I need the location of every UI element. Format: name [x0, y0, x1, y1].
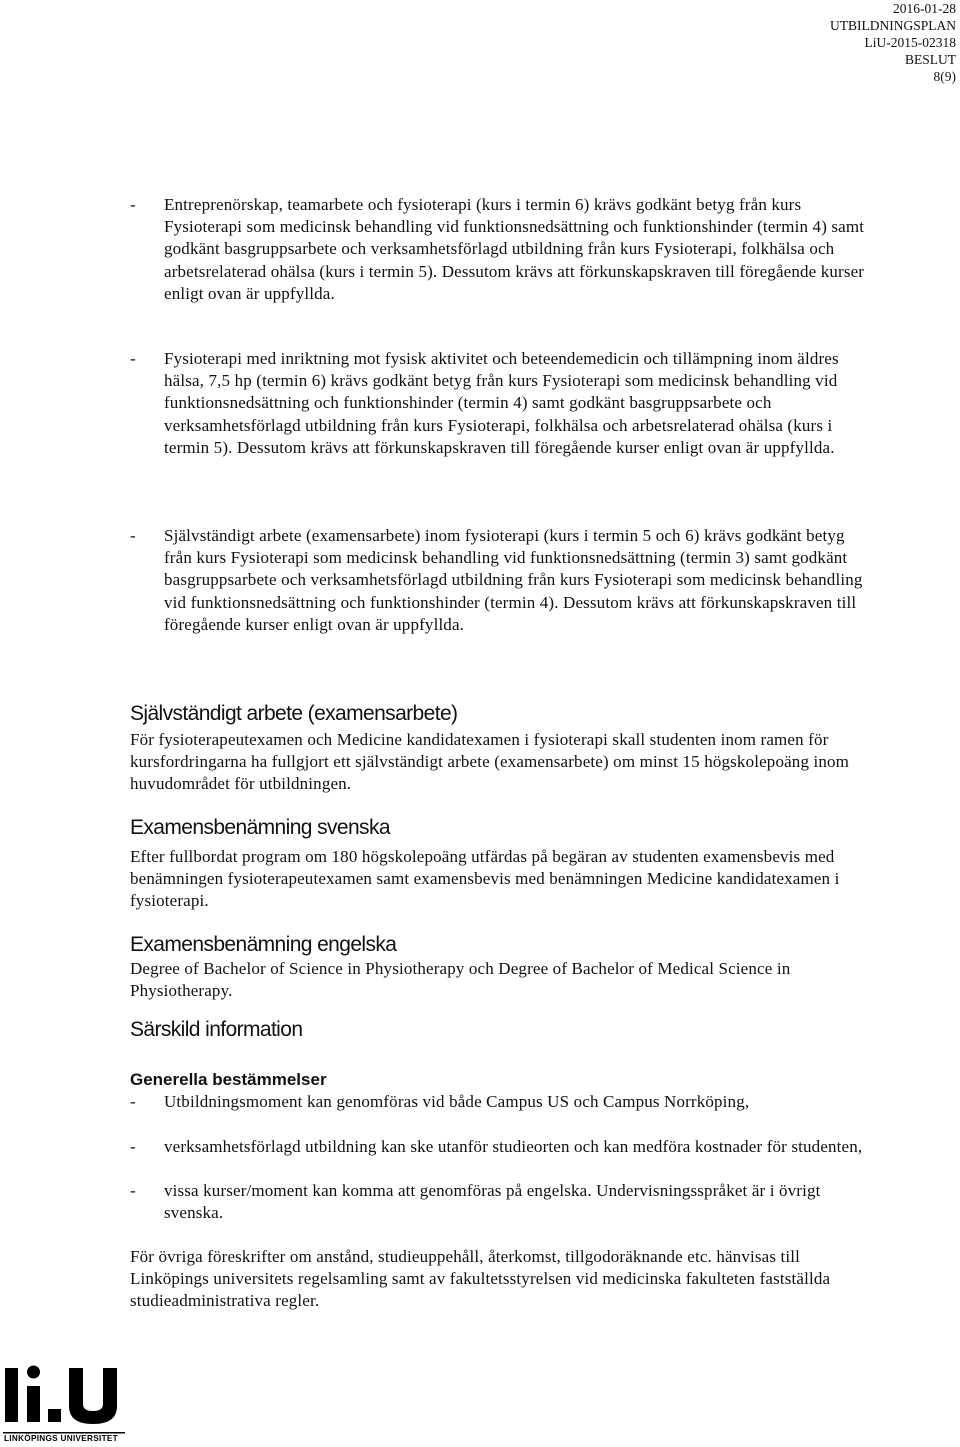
bullet-dash: - — [130, 1181, 136, 1200]
requirement-text: Entreprenörskap, teamarbete och fysioterapi (kurs i termin 6) krävs godkänt betyg från kurs Fysioterapi som medicinsk behandling vid funktionsnedsättning och funktionshinder (termin 4) samt godkänt basgruppsarbete och verksamhetsförlagd utbildning från kurs Fysioterapi, folkhälsa och arbetsrelaterad ohälsa (kurs i termin 5). Dessutom krävs att förkunskapskraven till föregående kurser enligt ovan är uppfyllda. — [164, 195, 865, 303]
list-item-text: vissa kurser/moment kan komma att genomföras på engelska. Undervisningsspråket är i övrigt svenska. — [164, 1181, 821, 1223]
bullet-dash: - — [130, 349, 136, 368]
list-item — [130, 1091, 870, 1113]
requirement-text: Självständigt arbete (examensarbete) inom fysioterapi (kurs i termin 5 och 6) krävs godkänt betyg från kurs Fysioterapi som medicinsk behandling vid funktionsnedsättning (termin 3) samt godkänt basgruppsarbete och verksamhetsförlagd utbildning från kurs Fysioterapi som medicinsk behandling vid funktionsnedsättning och funktionshinder (termin 4). Dessutom krävs att förkunskapskraven till föregående kurser enligt ovan är uppfyllda. — [164, 526, 863, 634]
bullet-dash: - — [130, 526, 136, 545]
bullet-dash: - — [130, 1137, 136, 1156]
header-date: 2016-01-28 — [893, 1, 956, 16]
header-page-number: 8(9) — [933, 69, 956, 84]
thesis-paragraph: För fysioterapeutexamen och Medicine kandidatexamen i fysioterapi skall studenten inom ramen för kursfordringarna ha fullgjort ett självständigt arbete (examensarbete) om minst 15 högskolepoäng inom huvudområdet för utbildningen. — [130, 730, 850, 794]
requirement-item — [130, 348, 870, 459]
section-heading-degree-swedish: Examensbenämning svenska — [130, 816, 390, 839]
list-item-text: verksamhetsförlagd utbildning kan ske utanför studieorten och kan medföra kostnader för studenten, — [164, 1137, 863, 1156]
section-heading-thesis: Självständigt arbete (examensarbete) — [130, 702, 458, 725]
bullet-dash: - — [130, 195, 136, 214]
requirement-item — [130, 194, 870, 305]
bullet-dash: - — [130, 1092, 136, 1111]
section-heading-special-info: Särskild information — [130, 1018, 303, 1041]
regulations-paragraph: För övriga föreskrifter om anstånd, studieuppehåll, återkomst, tillgodoräknande etc. hänvisas till Linköpings universitets regelsamling samt av fakultetsstyrelsen vid medicinska fakulteten fastställda studieadministrativa regler. — [130, 1247, 831, 1311]
requirement-item — [130, 525, 870, 636]
list-item-text: Utbildningsmoment kan genomföras vid både Campus US och Campus Norrköping, — [164, 1092, 750, 1111]
list-item — [130, 1180, 870, 1224]
header-decision: BESLUT — [904, 52, 956, 67]
section-heading-degree-english: Examensbenämning engelska — [130, 933, 397, 956]
page-header — [830, 0, 956, 85]
linkoping-university-logo — [3, 1360, 125, 1442]
requirement-text: Fysioterapi med inriktning mot fysisk aktivitet och beteendemedicin och tillämpning inom äldres hälsa, 7,5 hp (termin 6) krävs godkänt betyg från kurs Fysioterapi som medicinsk behandling vid funktionsnedsättning och funktionshinder (termin 4) samt godkänt basgruppsarbete och verksamhetsförlagd utbildning från kurs Fysioterapi, folkhälsa och arbetsrelaterad ohälsa (kurs i termin 5). Dessutom krävs att förkunskapskraven till föregående kurser enligt ovan är uppfyllda. — [164, 349, 839, 457]
subheading-general-rules: Generella bestämmelser — [130, 1070, 327, 1089]
degree-english-paragraph: Degree of Bachelor of Science in Physiotherapy och Degree of Bachelor of Medical Science in Physiotherapy. — [130, 959, 791, 1001]
liu-logo-icon — [3, 1360, 125, 1442]
list-item — [130, 1136, 870, 1158]
logo-wordmark: LINKÖPINGS UNIVERSITET — [4, 1434, 118, 1442]
header-reference: LiU-2015-02318 — [864, 35, 956, 50]
degree-swedish-paragraph: Efter fullbordat program om 180 högskolepoäng utfärdas på begäran av studenten examensbevis med benämningen fysioterapeutexamen samt examensbevis med benämningen Medicine kandidatexamen i fysioterapi. — [130, 847, 840, 911]
header-doc-type: UTBILDNINGSPLAN — [830, 18, 956, 33]
